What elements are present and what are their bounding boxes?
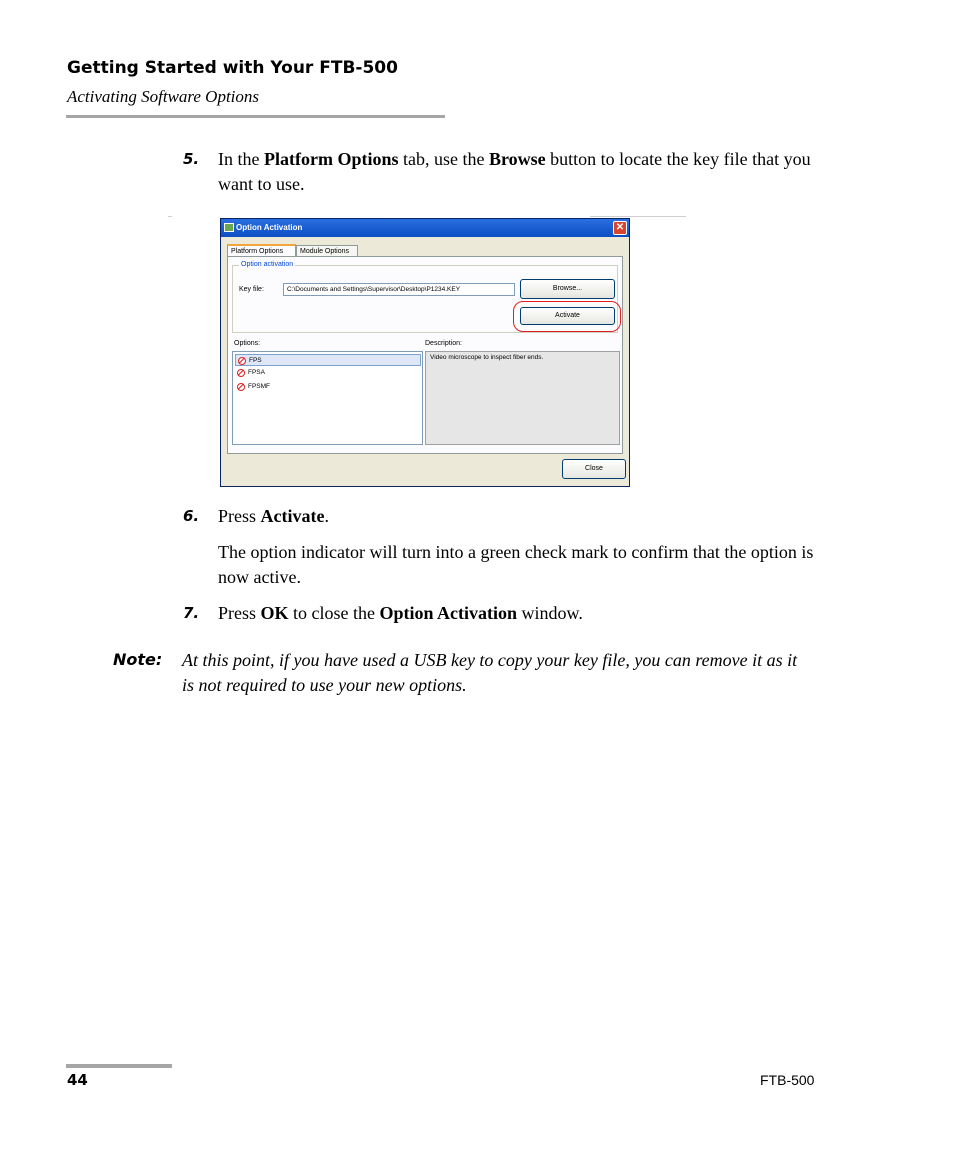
app-icon bbox=[224, 223, 234, 232]
step-number-5: 5. bbox=[183, 150, 200, 168]
screenshot-edge-mark bbox=[168, 216, 172, 217]
step-number-6: 6. bbox=[183, 507, 200, 525]
note-label: Note: bbox=[113, 650, 163, 669]
footer-rule bbox=[66, 1064, 172, 1068]
close-icon[interactable]: ✕ bbox=[613, 221, 627, 235]
step-number-7: 7. bbox=[183, 604, 200, 622]
running-header-title: Getting Started with Your FTB-500 bbox=[67, 58, 398, 78]
screenshot-edge-mark bbox=[590, 216, 686, 217]
running-header-subtitle: Activating Software Options bbox=[67, 87, 260, 106]
header-rule bbox=[66, 115, 445, 118]
activate-highlight-circle bbox=[513, 301, 621, 332]
key-file-label: Key file: bbox=[239, 286, 264, 293]
dialog-title: Option Activation bbox=[236, 223, 303, 232]
options-label: Options: bbox=[234, 340, 261, 347]
options-list[interactable] bbox=[232, 351, 423, 445]
description-label: Description: bbox=[425, 340, 462, 347]
note-text: At this point, if you have used a USB key to copy your key file, you can remove it as it is not required to use your new options. bbox=[182, 650, 798, 695]
step-6-text: Press Activate. bbox=[218, 506, 329, 526]
step-7-text: Press OK to close the Option Activation window. bbox=[218, 603, 583, 623]
description-box: Video microscope to inspect fiber ends. bbox=[425, 351, 620, 445]
option-activation-group bbox=[232, 261, 618, 333]
step-5-text: In the Platform Options tab, use the Browse button to locate the key file that you want to use. bbox=[218, 149, 811, 194]
browse-button[interactable]: Browse... bbox=[520, 279, 615, 299]
option-activation-dialog bbox=[220, 218, 630, 487]
page-number: 44 bbox=[67, 1071, 88, 1089]
step-6-result-text: The option indicator will turn into a green check mark to confirm that the option is now active. bbox=[218, 542, 814, 587]
list-item[interactable]: FPSMF bbox=[235, 381, 421, 393]
activate-button[interactable]: Activate bbox=[520, 307, 615, 325]
group-label: Option activation bbox=[241, 261, 294, 268]
inactive-option-icon bbox=[238, 357, 246, 365]
list-item[interactable]: FPS bbox=[235, 354, 421, 366]
key-file-input[interactable]: C:\Documents and Settings\Supervisor\Desktop\P1234.KEY bbox=[283, 283, 515, 296]
platform-options-panel bbox=[227, 256, 623, 454]
footer-product: FTB-500 bbox=[760, 1072, 815, 1088]
tab-module-options[interactable]: Module Options bbox=[296, 245, 358, 257]
close-button[interactable]: Close bbox=[562, 459, 626, 479]
tab-platform-options[interactable]: Platform Options bbox=[227, 244, 296, 256]
inactive-option-icon bbox=[237, 383, 245, 391]
inactive-option-icon bbox=[237, 369, 245, 377]
list-item[interactable]: FPSA bbox=[235, 367, 421, 379]
dialog-title-bar[interactable] bbox=[221, 219, 629, 237]
